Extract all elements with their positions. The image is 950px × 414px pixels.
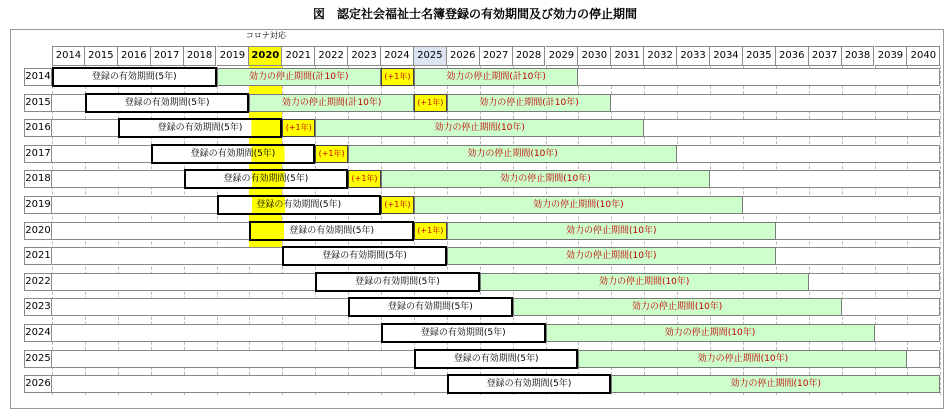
year-header-2023: 2023	[348, 46, 381, 66]
extension-bar: (+1年)	[381, 68, 414, 86]
year-header-2038: 2038	[842, 46, 875, 66]
row-year-label: 2025	[24, 350, 52, 368]
year-header-2027: 2027	[480, 46, 513, 66]
row-year-label: 2014	[24, 68, 52, 86]
diagram-title: 図 認定社会福祉士名簿登録の有効期間及び効力の停止期間	[312, 7, 637, 21]
year-header-2022: 2022	[315, 46, 348, 66]
year-header-2039: 2039	[875, 46, 908, 66]
year-header-2032: 2032	[644, 46, 677, 66]
suspension-period-bar: 効力の停止期間(10年)	[611, 375, 940, 393]
row-year-label: 2017	[24, 145, 52, 163]
gridline	[940, 66, 941, 395]
row-year-label: 2022	[24, 273, 52, 291]
suspension-period-bar: 効力の停止期間(計10年)	[249, 94, 414, 112]
year-header-2021: 2021	[282, 46, 315, 66]
suspension-period-bar: 効力の停止期間(10年)	[447, 247, 776, 265]
year-header-2017: 2017	[151, 46, 184, 66]
year-header-2019: 2019	[217, 46, 250, 66]
suspension-period-bar: 効力の停止期間(10年)	[315, 119, 644, 137]
year-header-2025: 2025	[414, 46, 447, 66]
year-header-2034: 2034	[710, 46, 743, 66]
row-year-label: 2024	[24, 324, 52, 342]
extension-bar: (+1年)	[282, 119, 315, 137]
row-year-label: 2019	[24, 196, 52, 214]
extension-bar: (+1年)	[315, 145, 348, 163]
suspension-period-bar: 効力の停止期間(10年)	[578, 350, 907, 368]
year-header-2018: 2018	[184, 46, 217, 66]
year-header-2028: 2028	[513, 46, 546, 66]
year-header-2040: 2040	[907, 46, 940, 66]
registration-period-bar: 登録の有効期間(5年)	[315, 272, 480, 292]
suspension-period-bar: 効力の停止期間(計10年)	[447, 94, 612, 112]
row-year-label: 2020	[24, 222, 52, 240]
registration-period-bar: 登録の有効期間(5年)	[381, 323, 546, 343]
suspension-period-bar: 効力の停止期間(計10年)	[217, 68, 382, 86]
registration-period-bar: 登録の有効期間(5年)	[217, 195, 382, 215]
suspension-period-bar: 効力の停止期間(10年)	[513, 298, 842, 316]
registration-period-bar: 登録の有効期間(5年)	[118, 118, 283, 138]
year-header-2016: 2016	[118, 46, 151, 66]
year-header-2026: 2026	[447, 46, 480, 66]
year-header-2030: 2030	[578, 46, 611, 66]
extension-bar: (+1年)	[381, 196, 414, 214]
suspension-period-bar: 効力の停止期間(10年)	[348, 145, 677, 163]
row-year-label: 2026	[24, 375, 52, 393]
year-header-2024: 2024	[381, 46, 414, 66]
registration-period-bar: 登録の有効期間(5年)	[151, 144, 316, 164]
suspension-period-bar: 効力の停止期間(10年)	[381, 170, 710, 188]
extension-bar: (+1年)	[414, 94, 447, 112]
registration-period-bar: 登録の有効期間(5年)	[85, 93, 250, 113]
row-year-label: 2021	[24, 247, 52, 265]
corona-label: コロナ対応	[245, 31, 286, 40]
registration-period-bar: 登録の有効期間(5年)	[249, 221, 414, 241]
row-year-label: 2015	[24, 94, 52, 112]
suspension-period-bar: 効力の停止期間(計10年)	[414, 68, 579, 86]
registration-period-bar: 登録の有効期間(5年)	[282, 246, 447, 266]
year-header-2020: 2020	[249, 46, 282, 66]
suspension-period-bar: 効力の停止期間(10年)	[414, 196, 743, 214]
year-header-2037: 2037	[809, 46, 842, 66]
registration-period-bar: 登録の有効期間(5年)	[348, 297, 513, 317]
year-header-2014: 2014	[52, 46, 85, 66]
suspension-period-bar: 効力の停止期間(10年)	[546, 324, 875, 342]
year-header-2029: 2029	[546, 46, 579, 66]
year-header-2036: 2036	[776, 46, 809, 66]
suspension-period-bar: 効力の停止期間(10年)	[447, 222, 776, 240]
suspension-period-bar: 効力の停止期間(10年)	[480, 273, 809, 291]
year-header-2033: 2033	[677, 46, 710, 66]
row-year-label: 2016	[24, 119, 52, 137]
year-header-2035: 2035	[743, 46, 776, 66]
extension-bar: (+1年)	[348, 170, 381, 188]
year-header-2031: 2031	[611, 46, 644, 66]
extension-bar: (+1年)	[414, 222, 447, 240]
registration-period-bar: 登録の有効期間(5年)	[447, 374, 612, 394]
registration-period-bar: 登録の有効期間(5年)	[414, 349, 579, 369]
year-header-2015: 2015	[85, 46, 118, 66]
row-year-label: 2018	[24, 170, 52, 188]
registration-period-bar: 登録の有効期間(5年)	[52, 67, 217, 87]
row-year-label: 2023	[24, 298, 52, 316]
registration-period-bar: 登録の有効期間(5年)	[184, 169, 349, 189]
